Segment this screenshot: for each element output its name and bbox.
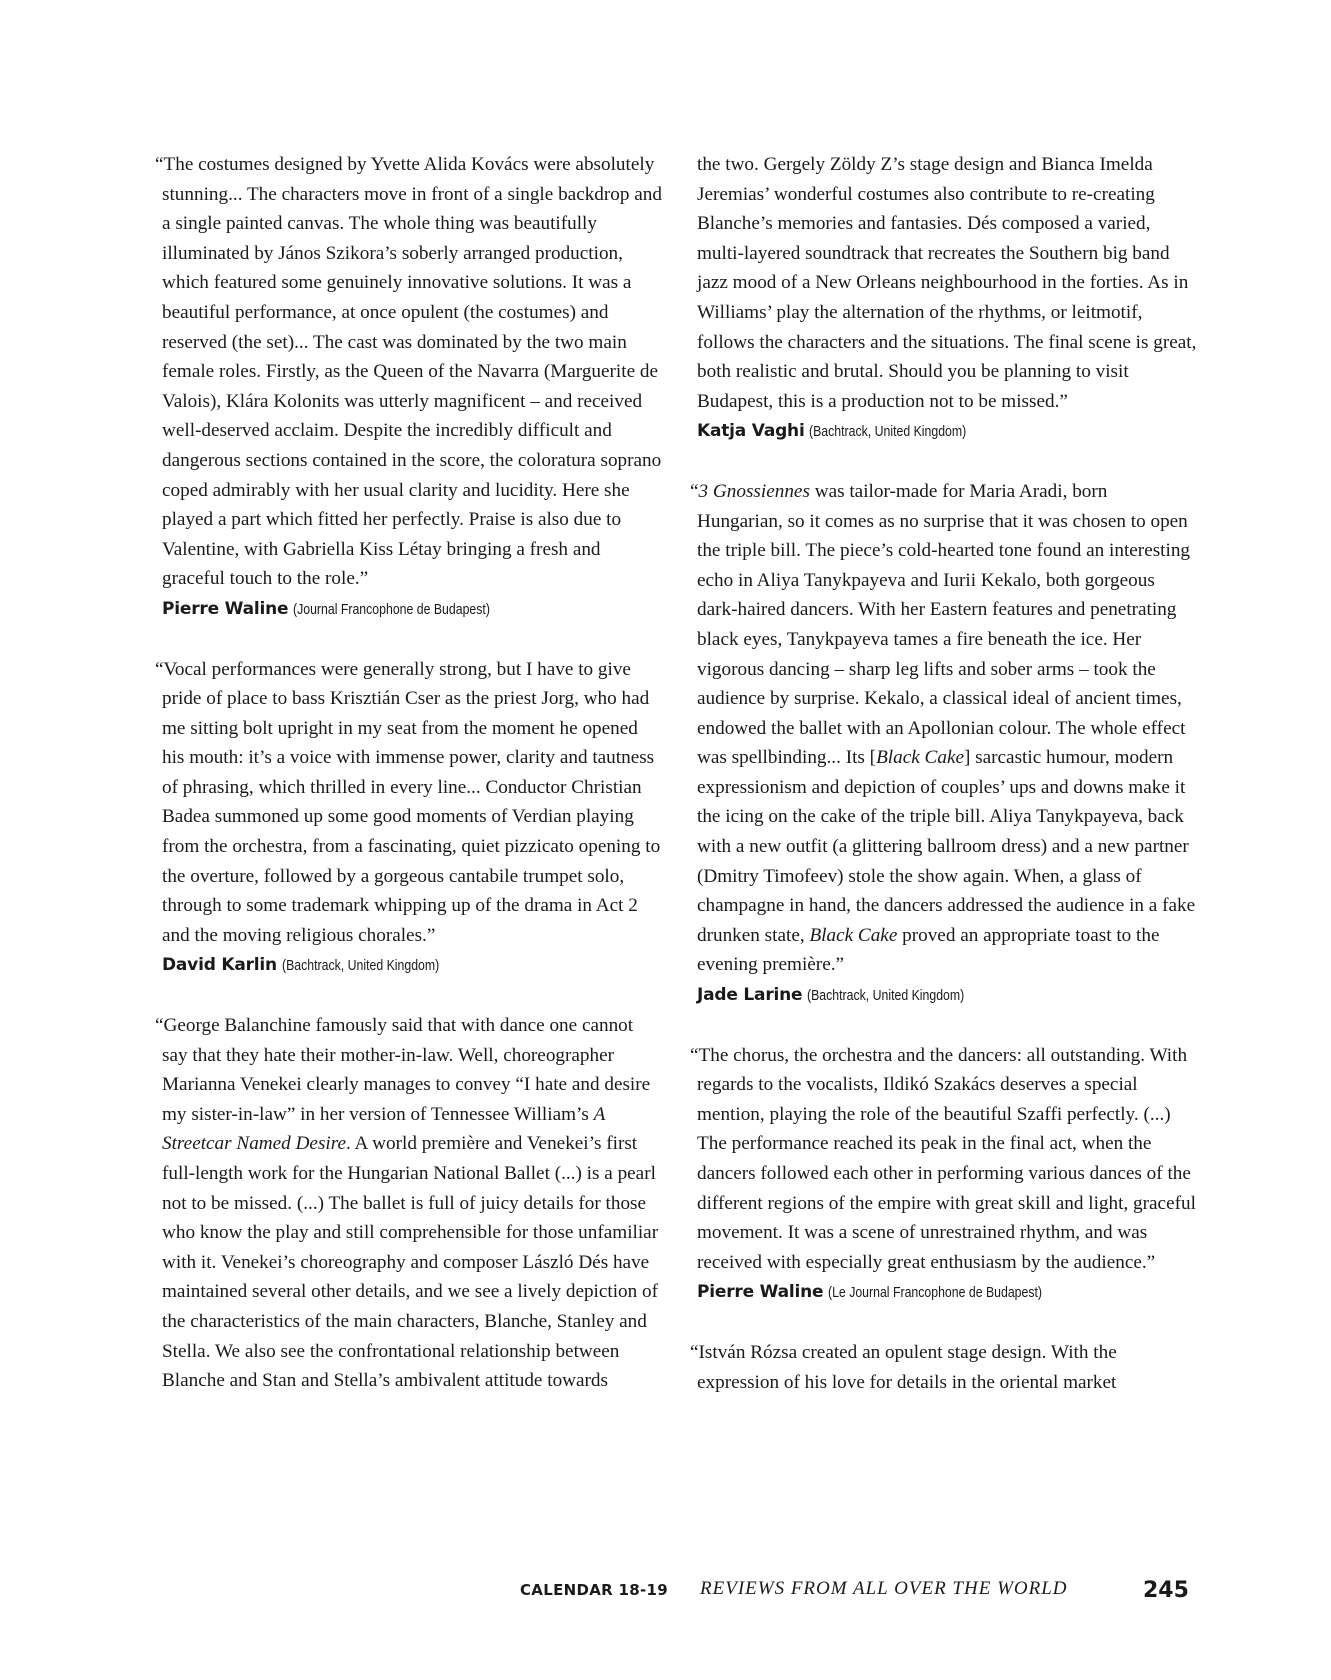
review-author: Katja Vaghi — [697, 421, 805, 442]
review — [690, 477, 1197, 1011]
page-number: 245 — [1143, 1578, 1189, 1603]
review-author: Pierre Waline — [697, 1282, 824, 1303]
review-attribution — [162, 594, 662, 625]
review-source: (Journal Francophone de Budapest) — [293, 600, 491, 618]
review-source: (Le Journal Francophone de Budapest) — [828, 1284, 1043, 1302]
review-source: (Bachtrack, United Kingdom) — [281, 957, 440, 975]
review-author: Pierre Waline — [162, 598, 289, 619]
review — [155, 1011, 662, 1396]
review-source: (Bachtrack, United Kingdom) — [807, 987, 965, 1005]
review-quote: “The chorus, the orchestra and the dancers: all outstanding. With regards to the vocalists, Ildikó Szakács deserves a special mention, playing the role of the beautiful Szaffi perfectly. (...) The performance reached its peak in the final act, when the dancers followed each other in performing various dances of the different regions of the empire with great skill and light, graceful movement. It was a scene of unrestrained rhythm, and was received with especially great enthusiasm by the audience.” — [690, 1044, 1196, 1273]
review — [690, 1338, 1197, 1397]
footer-calendar-label: CALENDAR 18-19 — [520, 1581, 668, 1599]
review — [155, 655, 662, 982]
review-source: (Bachtrack, United Kingdom) — [809, 423, 967, 441]
work-title: A Streetcar Named Desire — [162, 1103, 605, 1155]
review-quote: “István Rózsa created an opulent stage design. With the expression of his love for details in the oriental market — [690, 1341, 1117, 1393]
review-quote: “Vocal performances were generally strong, but I have to give pride of place to bass Krisztián Cser as the priest Jorg, who had me sitting bolt upright in my seat from the moment he opened his mouth: it’s a voice with immense power, clarity and tautness of phrasing, which thrilled in every line... Conductor Christian Badea summoned up some good moments of Verdian playing from the orchestra, from a fascinating, quiet pizzicato opening to the overture, followed by a gorgeous cantabile trumpet solo, through to some trademark whipping up of the drama in Act 2 and the moving religious chorales.” — [155, 658, 661, 946]
quote-text: . A world première and Venekei’s first full-length work for the Hungarian National Ballet (...) is a pearl not to be missed. (...) The ballet is full of juicy details for those who know the play and still comprehensible for those unfamiliar with it. Venekei’s choreography and composer László Dés have maintained several other details, and we see a lively depiction of the characteristics of the main characters, Blanche, Stanley and Stella. We also see the confrontational relationship between Blanche and Stan and Stella’s ambivalent attitude towards — [162, 1133, 659, 1392]
review-quote — [155, 1011, 662, 1396]
review — [155, 150, 662, 625]
review-quote: “The costumes designed by Yvette Alida Kovács were absolutely stunning... The characters move in front of a single backdrop and a single painted canvas. The whole thing was beautifully illuminated by János Szikora’s soberly arranged production, which featured some genuinely innovative solutions. It was a beautiful performance, at once opulent (the costumes) and reserved (the set)... The cast was dominated by the two main female roles. Firstly, as the Queen of the Navarra (Marguerite de Valois), Klára Kolonits was utterly magnificent – and received well-deserved acclaim. Despite the incredibly difficult and dangerous sections contained in the score, the coloratura soprano coped admirably with her usual clarity and lucidity. Here she played a part which fitted her perfectly. Praise is also due to Valentine, with Gabriella Kiss Létay bringing a fresh and graceful touch to the role.” — [155, 154, 662, 590]
review — [690, 1041, 1197, 1308]
review-author: Jade Larine — [697, 985, 803, 1006]
review-quote: the two. Gergely Zöldy Z’s stage design and Bianca Imelda Jeremias’ wonderful costumes also contribute to re-creating Blanche’s memories and fantasies. Dés composed a varied, multi-layered soundtrack that recreates the Southern big band jazz mood of a New Orleans neighbourhood in the forties. As in Williams’ play the alternation of the rhythms, or leitmotif, follows the characters and the situations. The final scene is great, both realistic and brutal. Should you be planning to visit Budapest, this is a production not to be missed.” — [697, 154, 1197, 412]
work-title: 3 Gnossiennes — [698, 480, 810, 502]
review-attribution — [697, 416, 1197, 447]
review-attribution — [162, 950, 662, 981]
right-column — [690, 150, 1197, 1427]
footer-section-title: REVIEWS FROM ALL OVER THE WORLD — [700, 1578, 1068, 1599]
left-column — [155, 150, 662, 1426]
review — [697, 150, 1197, 447]
page-footer — [0, 1575, 1331, 1605]
review-attribution — [697, 980, 1197, 1011]
review-author: David Karlin — [162, 955, 277, 976]
review-attribution — [697, 1277, 1197, 1308]
review-quote — [690, 477, 1197, 980]
quote-text: “ — [690, 480, 699, 502]
quote-text: ] sarcastic humour, modern expressionism and depiction of couples’ ups and downs make it the icing on the cake of the triple bill. Aliya Tanykpayeva, back with a new outfit (a glittering ballroom dress) and a new partner (Dmitry Timofeev) stole the show again. When, a glass of champagne in hand, the dancers addressed the audience in a fake drunken state, — [697, 747, 1196, 946]
quote-text: was tailor-made for Maria Aradi, born Hungarian, so it comes as no surprise that it was chosen to open the triple bill. The piece’s cold-hearted tone found an interesting echo in Aliya Tanykpayeva and Iurii Kekalo, both gorgeous dark-haired dancers. With her Eastern features and penetrating black eyes, Tanykpayeva tames a fire beneath the ice. Her vigorous dancing – sharp leg lifts and sober arms – took the audience by surprise. Kekalo, a classical ideal of ancient times, endowed the ballet with an Apollonian colour. The whole effect was spellbinding... Its [ — [697, 480, 1191, 769]
work-title: Black Cake — [876, 747, 964, 769]
work-title: Black Cake — [809, 924, 898, 946]
quote-text: “George Balanchine famously said that with dance one cannot say that they hate their mother-in-law. Well, choreographer Marianna Venekei clearly manages to convey “I hate and desire my sister-in-law” in her version of Tennessee William’s — [155, 1015, 651, 1125]
quote-text: proved an appropriate toast to the evening première.” — [697, 924, 1160, 976]
